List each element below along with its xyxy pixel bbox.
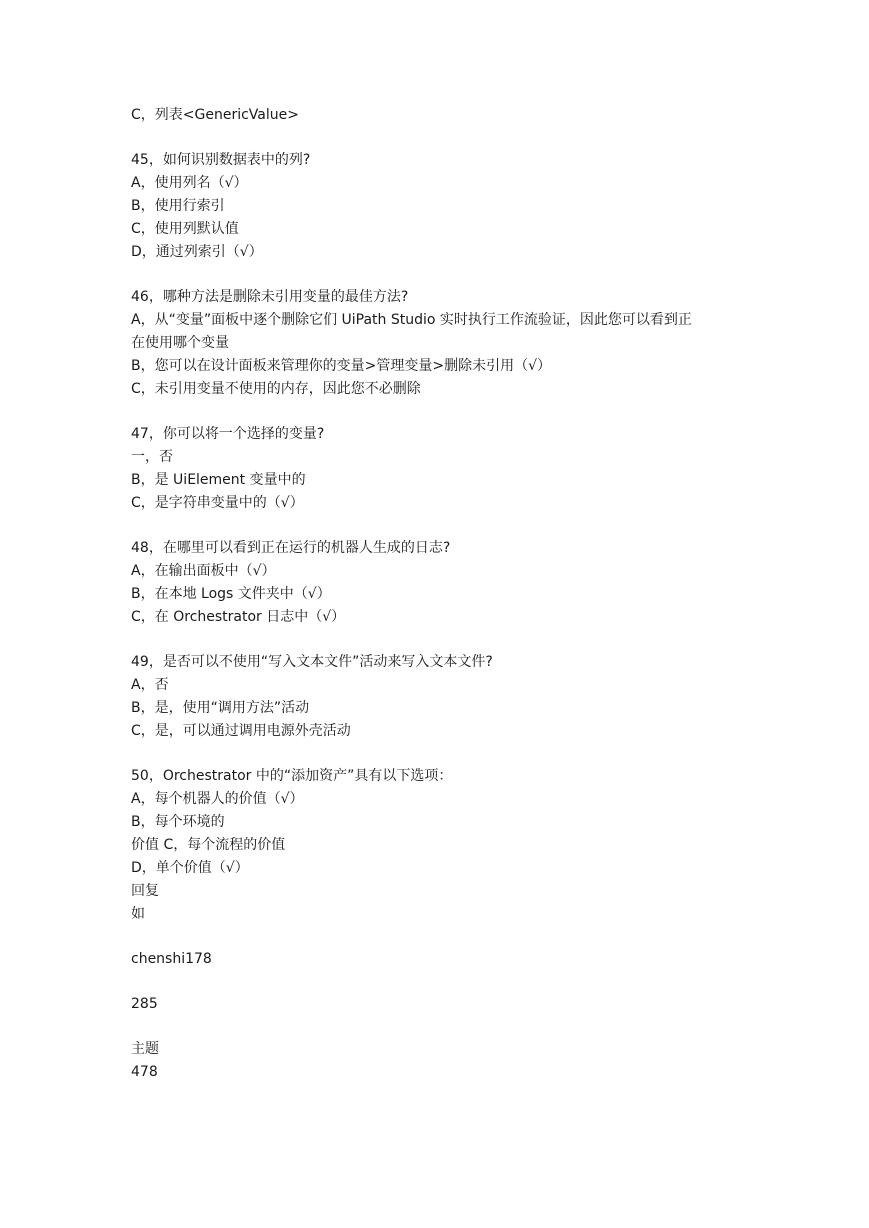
page-footer [131,880,751,1084]
option-line: 价值 C，每个流程的价值 [131,837,286,853]
topic-label: 主题 [131,1041,159,1057]
option-line: C，是，可以通过调用电源外壳活动 [131,723,351,739]
question-text: 48，在哪里可以看到正在运行的机器人生成的日志? [131,540,451,556]
option-line: 在使用哪个变量 [131,335,229,351]
question-text: 50，Orchestrator 中的“添加资产”具有以下选项： [131,768,453,784]
option-line: A，每个机器人的价值（√） [131,791,304,807]
question-block-45 [131,149,751,264]
option-line: B，使用行索引 [131,198,225,214]
document-content [131,104,751,1084]
question-block-46 [131,286,751,401]
option-line: C，未引用变量不使用的内存，因此您不必删除 [131,381,421,397]
option-line: C，是字符串变量中的（√） [131,495,304,511]
option-line: C，使用列默认值 [131,221,239,237]
option-line: B，是 UiElement 变量中的 [131,472,306,488]
like-label: 如 [131,906,145,922]
option-line: B，在本地 Logs 文件夹中（√） [131,586,331,602]
post-count: 285 [131,996,158,1012]
question-text: 46，哪种方法是删除未引用变量的最佳方法? [131,289,409,305]
topic-count: 478 [131,1064,158,1080]
fragment-line: C，列表<GenericValue> [131,107,299,123]
author-username: chenshi178 [131,951,212,967]
option-line: C，在 Orchestrator 日志中（√） [131,609,346,625]
option-line: A，使用列名（√） [131,175,248,191]
question-text: 47，你可以将一个选择的变量? [131,426,325,442]
question-block-48 [131,537,751,629]
reply-label: 回复 [131,883,159,899]
option-line: B，每个环境的 [131,814,225,830]
question-text: 45，如何识别数据表中的列? [131,152,311,168]
option-line: A，从“变量”面板中逐个删除它们 UiPath Studio 实时执行工作流验证，因此您可以看到正 [131,312,692,328]
question-block-50 [131,765,751,880]
option-line: B，是，使用“调用方法”活动 [131,700,310,716]
question-text: 49，是否可以不使用“写入文本文件”活动来写入文本文件? [131,654,493,670]
option-line: D，单个价值（√） [131,860,249,876]
question-block-49 [131,651,751,743]
option-line: 一，否 [131,449,173,465]
question-block-47 [131,423,751,515]
option-line: A，否 [131,677,169,693]
option-line: B，您可以在设计面板来管理你的变量>管理变量>删除未引用（√） [131,358,551,374]
option-line: D，通过列索引（√） [131,244,263,260]
option-line: A，在输出面板中（√） [131,563,276,579]
